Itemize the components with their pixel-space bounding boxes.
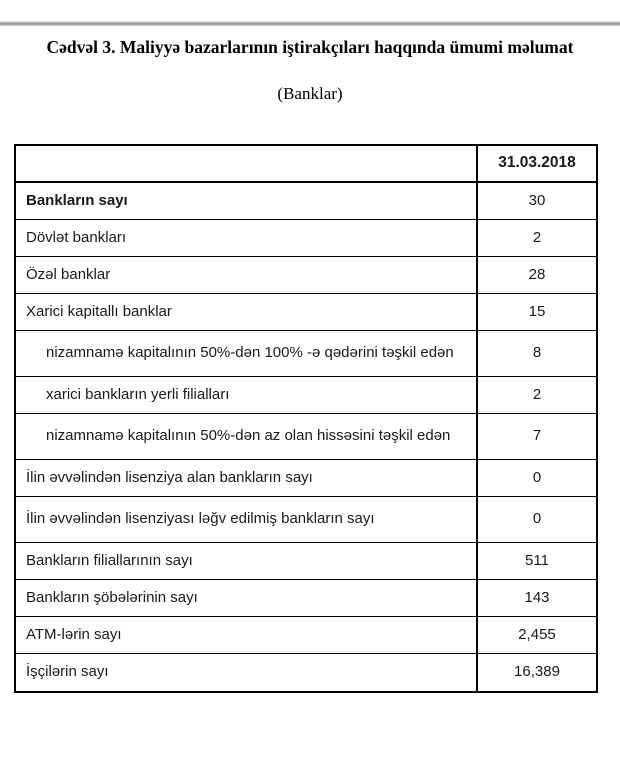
- document-subtitle: (Banklar): [277, 83, 343, 103]
- row-label: Bankların sayı: [26, 191, 128, 209]
- row-label: xarici bankların yerli filialları: [46, 385, 230, 403]
- row-value: 16,389: [476, 654, 596, 691]
- row-label: İlin əvvəlindən lisenziya alan bankların sayı: [26, 468, 313, 486]
- table-row: [16, 543, 596, 580]
- row-label: Xarici kapitallı banklar: [26, 302, 172, 320]
- row-label: Bankların filiallarının sayı: [26, 551, 193, 569]
- row-label: nizamnamə kapitalının 50%-dən az olan hissəsini təşkil edən: [46, 427, 451, 445]
- table-row: [16, 377, 596, 414]
- table-row: [16, 331, 596, 377]
- row-value: 2: [476, 377, 596, 413]
- table-row: [16, 414, 596, 460]
- row-label: ATM-lərin sayı: [26, 625, 122, 643]
- row-label: Dövlət bankları: [26, 228, 127, 246]
- row-value: 30: [476, 183, 596, 219]
- row-value: 2,455: [476, 617, 596, 653]
- row-value: 15: [476, 294, 596, 330]
- header-empty-cell: [16, 146, 476, 181]
- table-row: [16, 183, 596, 220]
- table-row: [16, 460, 596, 497]
- table-row: [16, 220, 596, 257]
- row-value: 7: [476, 414, 596, 459]
- row-value: 143: [476, 580, 596, 616]
- row-label: İlin əvvəlindən lisenziyası ləğv edilmiş bankların sayı: [26, 510, 375, 528]
- row-value: 8: [476, 331, 596, 376]
- table-header-row: [16, 146, 596, 183]
- row-value: 28: [476, 257, 596, 293]
- top-divider-rule: [0, 21, 620, 26]
- row-value: 0: [476, 460, 596, 496]
- table-row: [16, 294, 596, 331]
- banks-summary-table: [14, 144, 598, 693]
- row-value: 0: [476, 497, 596, 542]
- document-title: Cədvəl 3. Maliyyə bazarlarının iştirakçıları haqqında ümumi məlumat: [46, 37, 574, 57]
- row-value: 2: [476, 220, 596, 256]
- header-date-cell: 31.03.2018: [476, 146, 596, 181]
- row-label: Özəl banklar: [26, 265, 111, 283]
- row-value: 511: [476, 543, 596, 579]
- table-row: [16, 257, 596, 294]
- row-label: nizamnamə kapitalının 50%-dən 100% -ə qədərini təşkil edən: [46, 344, 454, 362]
- table-row: [16, 580, 596, 617]
- table-row: [16, 654, 596, 691]
- row-label: Bankların şöbələrinin sayı: [26, 588, 198, 606]
- table-row: [16, 497, 596, 543]
- table-row: [16, 617, 596, 654]
- row-label: İşçilərin sayı: [26, 663, 109, 681]
